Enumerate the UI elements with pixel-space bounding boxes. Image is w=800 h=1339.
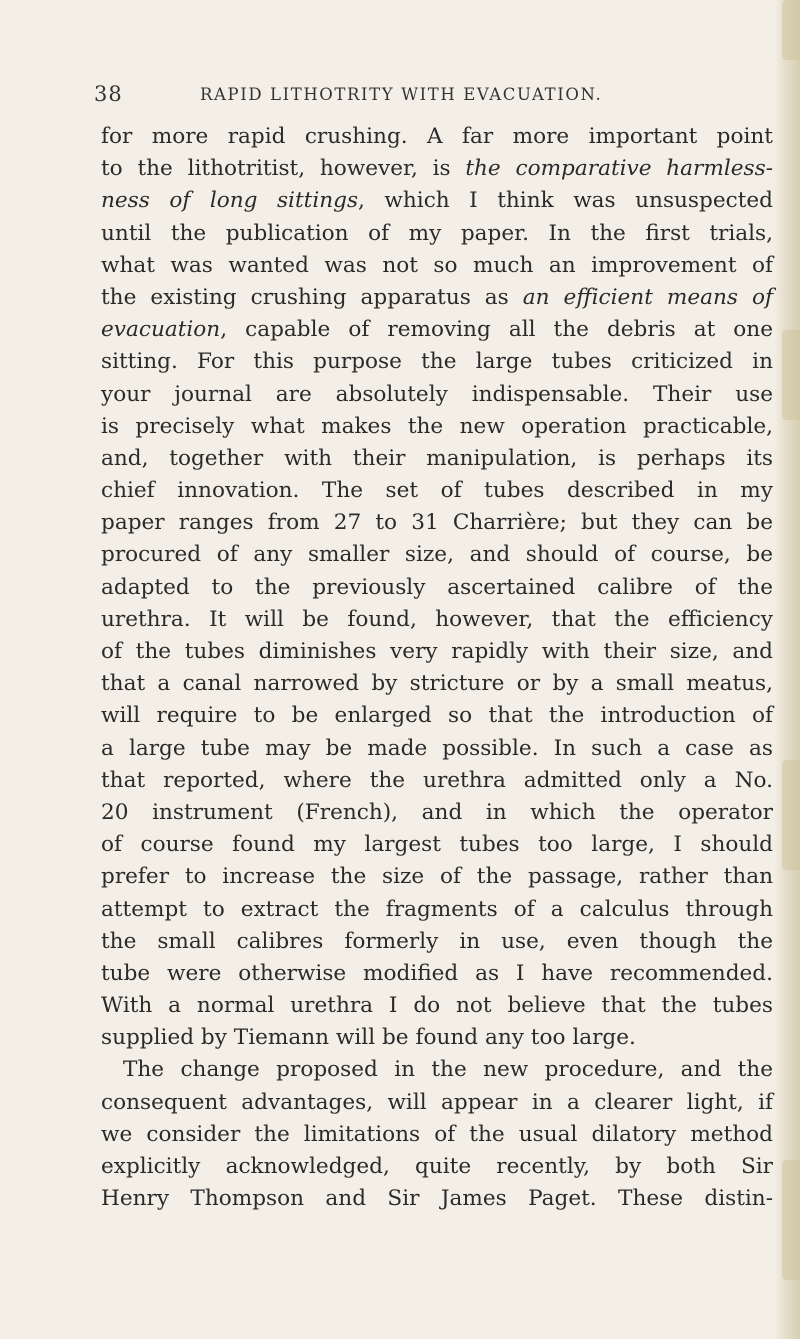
text-run: until the publication of my paper. In the first trials,: [101, 220, 773, 246]
text-line: [101, 282, 773, 314]
text-line: [101, 668, 773, 700]
text-line: [101, 604, 773, 636]
text-run: that a canal narrowed by stricture or by a small meatus,: [101, 671, 773, 697]
page-stain: [782, 330, 800, 420]
text-run: to the lithotritist, however, is: [101, 156, 466, 182]
text-line: [101, 346, 773, 378]
text-line: [101, 829, 773, 861]
text-line: [101, 379, 773, 411]
text-run: supplied by Tiemann will be found any too large.: [101, 1025, 636, 1051]
italic-phrase: evacuation: [101, 317, 221, 343]
text-run: the existing crushing apparatus as: [101, 284, 523, 310]
text-line: [101, 121, 773, 153]
running-title: RAPID LITHOTRITY WITH EVACUATION.: [200, 85, 603, 104]
page-stain: [782, 1160, 800, 1280]
text-line: [101, 507, 773, 539]
running-head: [0, 80, 800, 110]
page-edge-shadow: [774, 0, 800, 1339]
text-run: tube were otherwise modified as I have recommended.: [101, 960, 773, 986]
text-line: [101, 475, 773, 507]
text-run: consequent advantages, will appear in a clearer light, if: [101, 1089, 773, 1115]
text-run: , which I think was unsuspected: [358, 188, 773, 214]
text-run: for more rapid crushing. A far more important point: [101, 124, 773, 149]
text-run: what was wanted was not so much an improvement of: [101, 252, 773, 278]
text-run: is precisely what makes the new operation practicable,: [101, 413, 773, 439]
text-run: that reported, where the urethra admitted only a No.: [101, 767, 773, 793]
text-run: The change proposed in the new procedure, and the: [123, 1057, 773, 1083]
text-run: adapted to the previously ascertained calibre of the: [101, 574, 773, 600]
text-line: [101, 314, 773, 346]
text-run: explicitly acknowledged, quite recently, by both Sir: [101, 1154, 773, 1179]
body-text: [101, 121, 773, 1215]
text-run: urethra. It will be found, however, that the efficiency: [101, 606, 773, 632]
text-run: a large tube may be made possible. In such a case as: [101, 735, 773, 761]
text-run: the small calibres formerly in use, even though the: [101, 928, 773, 954]
text-line: [101, 733, 773, 765]
text-line: [101, 572, 773, 604]
text-line: [101, 958, 773, 990]
text-line: [101, 411, 773, 443]
text-run: chief innovation. The set of tubes described in my: [101, 478, 773, 504]
text-line: [101, 894, 773, 926]
text-line: [101, 700, 773, 732]
text-run: and, together with their manipulation, is perhaps its: [101, 445, 773, 471]
italic-phrase: the comparative harmless-: [465, 156, 773, 182]
text-line: [101, 990, 773, 1022]
text-line: [101, 1054, 773, 1086]
page-stain: [782, 760, 800, 870]
text-line: [101, 250, 773, 282]
text-run: prefer to increase the size of the passage, rather than: [101, 864, 773, 890]
page-stain: [782, 0, 800, 60]
text-line: [101, 1119, 773, 1151]
text-line: [101, 443, 773, 475]
text-run: attempt to extract the fragments of a calculus through: [101, 896, 773, 922]
text-run: will require to be enlarged so that the introduction of: [101, 703, 773, 729]
text-line: [101, 765, 773, 797]
text-run: , capable of removing all the debris at one: [220, 317, 773, 343]
text-line: [101, 1151, 773, 1183]
text-run: we consider the limitations of the usual dilatory method: [101, 1121, 773, 1147]
text-line: [101, 636, 773, 668]
text-line: [101, 218, 773, 250]
text-run: procured of any smaller size, and should of course, be: [101, 542, 773, 568]
text-run: paper ranges from 27 to 31 Charrière; but they can be: [101, 510, 773, 536]
text-run: of the tubes diminishes very rapidly with their size, and: [101, 639, 773, 664]
text-line: [101, 185, 773, 217]
text-run: 20 instrument (French), and in which the operator: [101, 799, 773, 825]
text-line: [101, 797, 773, 829]
text-line: [101, 926, 773, 958]
text-run: Henry Thompson and Sir James Paget. These distin-: [101, 1186, 773, 1212]
text-line: [101, 1022, 773, 1054]
text-line: [101, 1183, 773, 1215]
text-run: sitting. For this purpose the large tubes criticized in: [101, 349, 773, 375]
text-line: [101, 539, 773, 571]
text-run: your journal are absolutely indispensable. Their use: [101, 381, 773, 407]
page-number: 38: [94, 82, 123, 106]
text-run: of course found my largest tubes too large, I should: [101, 832, 773, 858]
italic-phrase: an efficient means of: [522, 284, 773, 310]
text-line: [101, 861, 773, 893]
italic-phrase: ness of long sittings: [101, 188, 359, 214]
text-line: [101, 1087, 773, 1119]
text-run: With a normal urethra I do not believe that the tubes: [101, 993, 773, 1019]
text-line: [101, 153, 773, 185]
